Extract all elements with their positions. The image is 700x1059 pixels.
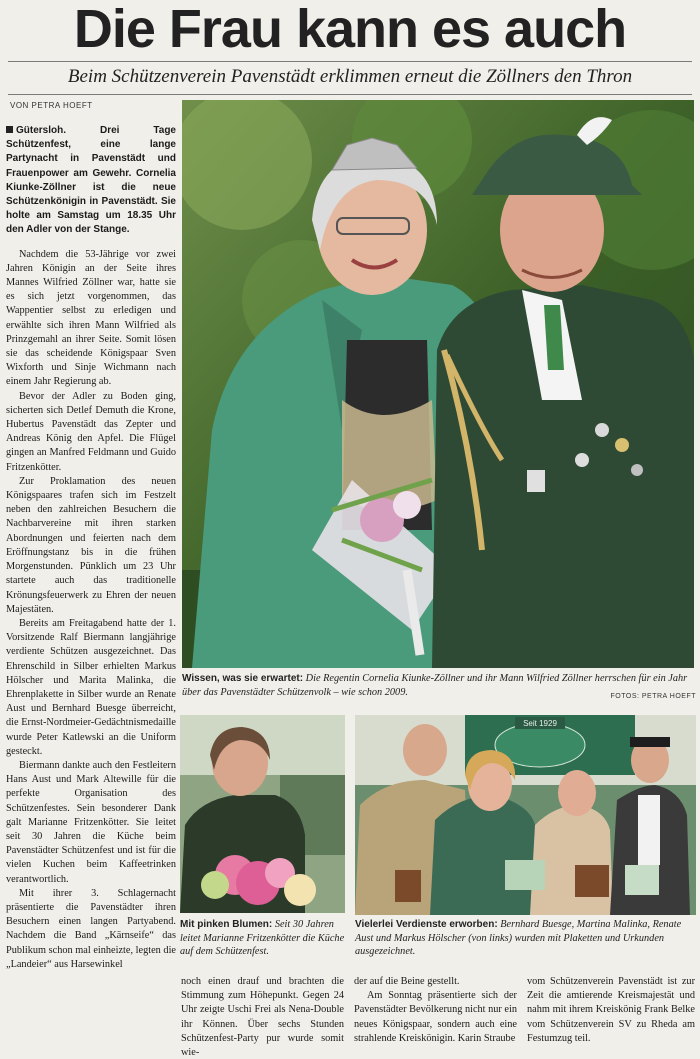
main-photo-illustration xyxy=(182,100,694,668)
subhead-rule xyxy=(8,94,692,95)
article-column-2 xyxy=(181,975,344,1058)
lower-left-photo xyxy=(180,715,345,913)
right-caption-text: Bernhard Buesge, Martina Malinka, Renate Aust und Markus Hölscher (von links) wurden mit Plaketten und Urkunden ausgezeichnet. xyxy=(355,919,682,957)
paragraph: Zur Proklamation des neuen Königspaares trafen sich im Festzelt neben den zahlreichen Besuchern die Nachbarvereine mit ihren starken Abordnungen und feierten nach dem Eröffnungstanz bis in die frühen Morgenstunden. Pünklich um 23 Uhr startete auch das traditionelle Krönungsfeuerwerk zu Ehren der neuen Majestäten. xyxy=(6,475,176,615)
left-caption-text: Seit 30 Jahren leitet Marianne Fritzenkötter die Küche auf dem Schützenfest. xyxy=(180,919,345,957)
photo-credit: FOTOS: PETRA HOEFT xyxy=(610,693,696,700)
article-column-4 xyxy=(527,975,695,1058)
article-column-1 xyxy=(6,124,176,1059)
article-column-3 xyxy=(354,975,517,1058)
paragraph: Nachdem die 53-Jährige vor zwei Jahren Königin an der Seite ihres Mannes Wilfried Zöllner war, hatte sie es sich jetzt vorgenommen, das Wappentier selbst zu erledigen und erwählte sich ihren Mann Wilfried als Prinzgemahl an ihrer Seite. Somit lösen sie das scheidende Königspaar Sven Wixforth und Sinje Wichmann nach einem Jahr Regierung ab. xyxy=(6,248,176,388)
main-caption-lead: Wissen, was sie erwartet: xyxy=(182,673,304,684)
paragraph: Bevor der Adler zu Boden ging, sicherten sich Detlef Demuth die Krone, Hubertus Pavenstädt das Zepter und Andreas König den Apfel. Die Flügel gingen an Manfred Feldmann und Guido Fritzenkötter. xyxy=(6,390,176,473)
left-caption-lead: Mit pinken Blumen: xyxy=(180,919,273,930)
headline-rule xyxy=(8,61,692,62)
paragraph: Mit ihrer 3. Schlagernacht präsentierte die Pavenstädter ihren Besuchern einen langen Partyabend. Nachdem die Band „Kärnseife“ das Publikum schon mal einheizte, legten die „Landeier“ aus Harsewinkel xyxy=(6,887,176,970)
paragraph: Biermann dankte auch den Festleitern Hans Aust und Mark Altewille für die perfekte Organisation des Schützenfestes. Sein besonderer Dank galt Marianne Fritzenkötter. Sie leitet seit 30 Jahren die Küche beim Pavenstädter Schützenfest und ist für die vielen Kuchen beim Kaffeetrinken verantwortlich. xyxy=(6,759,176,885)
right-caption-lead: Vielerlei Verdienste erworben: xyxy=(355,919,498,930)
banner-year: Seit 1929 xyxy=(523,719,557,728)
lead-paragraph xyxy=(6,124,176,238)
bullet-square-icon xyxy=(6,126,13,133)
paragraph: Bereits am Freitagabend hatte der 1. Vorsitzende Ralf Biermann langjährige verdiente Schützen ausgezeichnet. Das Ehrenschild in Silber erhielten Markus Hölscher und Marita Malinka, die Ehrenplakette in Silber wurde an Renate Aust und Bernhard Buesge überreicht, die Ernst-Nordmeier-Gedächtnismedaille wurde Peter Katlewski an die Uniform gesteckt. xyxy=(6,617,176,757)
main-caption-text: Die Regentin Cornelia Kiunke-Zöllner und ihr Mann Wilfried Zöllner herrschen für ein Jahr über das Pavenstädter Schützenvolk – wie schon 2009. xyxy=(182,673,688,698)
main-photo xyxy=(182,100,694,668)
lower-left-caption xyxy=(180,918,345,959)
paragraph: noch einen drauf und brachten die Stimmung zum Höhepunkt. Gegen 24 Uhr zeigte Uschi Frei als Nena-Double ihr Können. Über sechs Stunden Schützenfest-Party pur wurde somit wie- xyxy=(181,976,344,1058)
paragraph: vom Schützenverein Pavenstädt ist zur Zeit die amtierende Kreismajestät und nahm mit ihrem Kreiskönig Frank Belke vom Schützenverein SV zu Rheda am Festumzug teil. xyxy=(527,976,695,1044)
subheadline: Beim Schützenverein Pavenstädt erklimmen erneut die Zöllners den Thron xyxy=(67,66,633,87)
lower-left-photo-illustration xyxy=(180,715,345,913)
paragraph: Am Sonntag präsentierte sich der Pavenstädter Bevölkerung nicht nur ein neues Königspaar, sondern auch eine strahlende Kreiskönigin. Karin Straube xyxy=(354,990,517,1044)
lower-right-caption xyxy=(355,918,696,959)
paragraph: der auf die Beine gestellt. xyxy=(354,976,460,987)
byline: VON PETRA HOEFT xyxy=(10,101,93,110)
headline: Die Frau kann es auch xyxy=(73,0,627,59)
lower-right-photo xyxy=(355,715,696,915)
lower-right-photo-illustration xyxy=(355,715,696,915)
lead-text: Gütersloh. Drei Tage Schützenfest, eine lange Partynacht in Pavenstädt und Frauenpower am Gewehr. Cornelia Kiunke-Zöllner ist die neue Schützenkönigin in Pavenstädt. Sie holte am Samstag um 18.35 Uhr den Adler von der Stange. xyxy=(6,125,176,236)
